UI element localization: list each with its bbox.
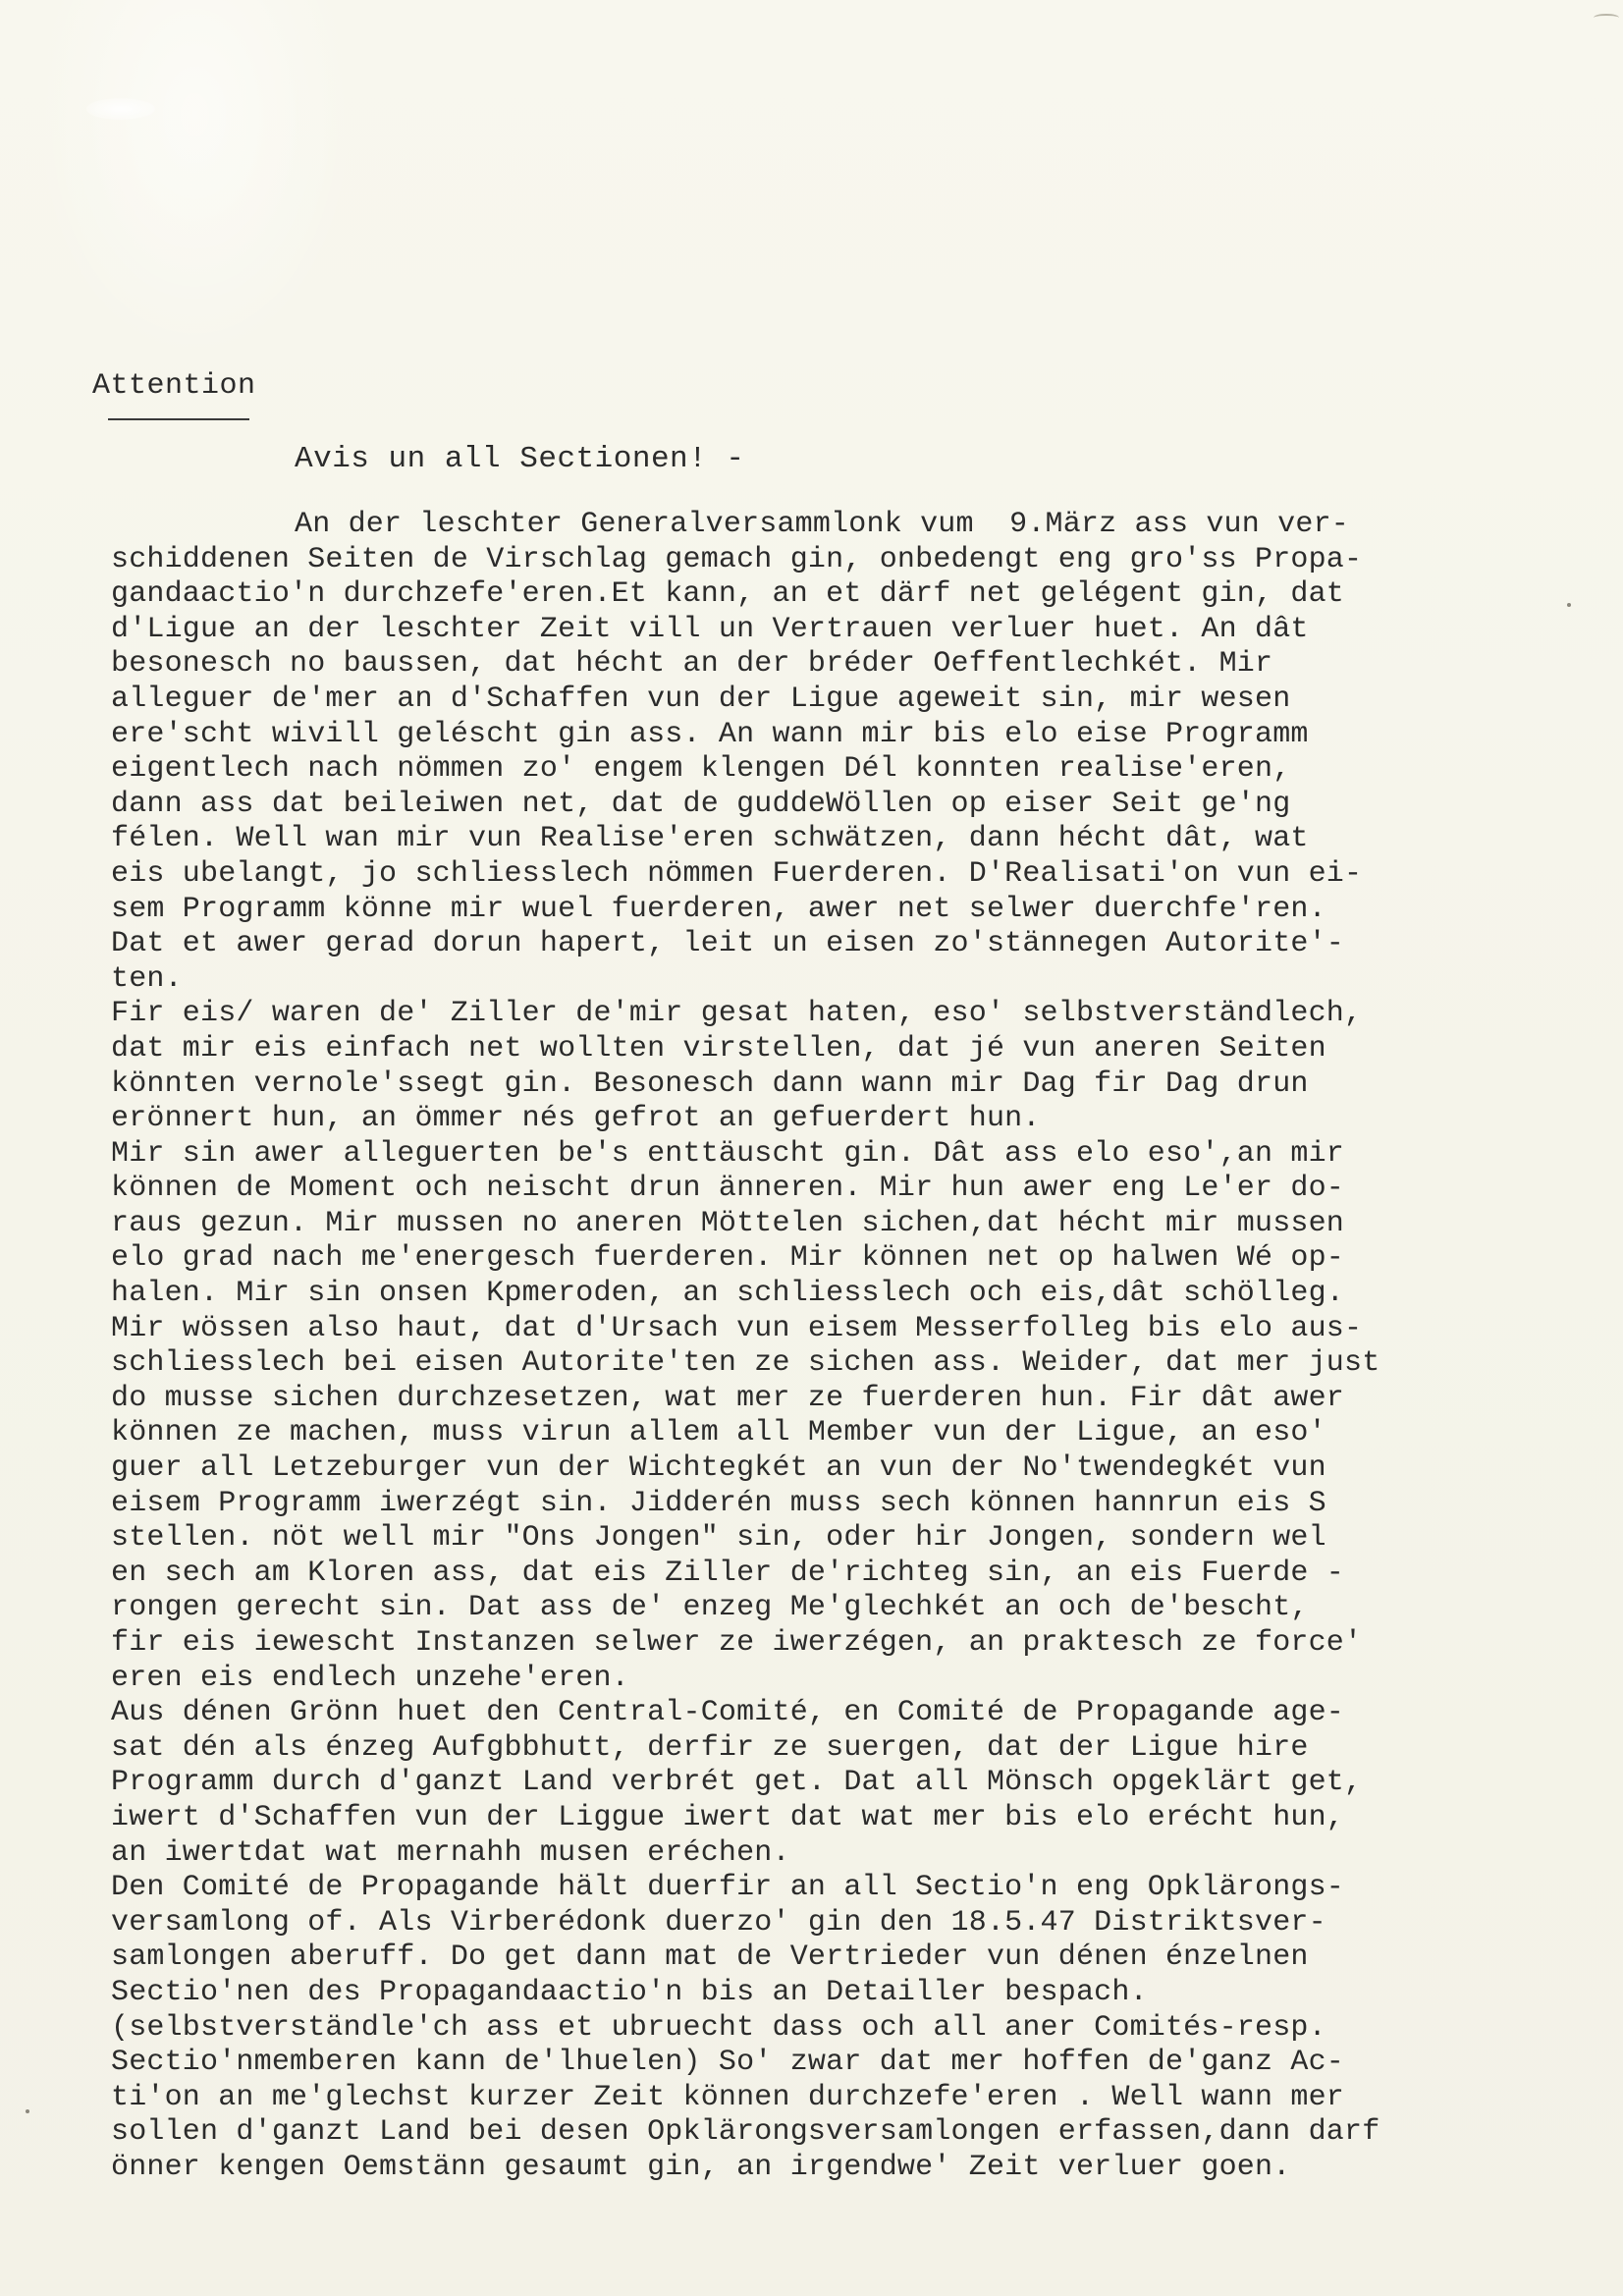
text-line: önner kengen Oemstänn gesaumt gin, an irgendwe' Zeit verluer goen. xyxy=(111,2150,1291,2184)
text-line: Sectio'nmemberen kann de'lhuelen) So' zwar dat mer hoffen de'ganz Ac- xyxy=(111,2046,1345,2080)
text-line: erönnert hun, an ömmer nés gefrot an gefuerdert hun. xyxy=(111,1102,1041,1136)
text-line: eisem Programm iwerzégt sin. Jidderén muss sech können hannrun eis S xyxy=(111,1486,1326,1520)
text-line: schiddenen Seiten de Virschlag gemach gin, onbedengt eng gro'ss Propa- xyxy=(111,542,1363,576)
text-line: halen. Mir sin onsen Kpmeroden, an schliesslech och eis,dât schölleg. xyxy=(111,1277,1345,1311)
text-line: könnten vernole'ssegt gin. Besonesch dann wann mir Dag fir Dag drun xyxy=(111,1066,1309,1101)
text-line: versamlong of. Als Virberédonk duerzo' gin den 18.5.47 Distriktsver- xyxy=(111,1905,1326,1940)
text-line: eis ubelangt, jo schliesslech nömmen Fuerderen. D'Realisati'on vun ei- xyxy=(111,856,1363,891)
text-line: Den Comité de Propagande hält duerfir an all Sectio'n eng Opklärongs- xyxy=(111,1871,1345,1905)
text-line: an iwertdat wat mernahh musen eréchen. xyxy=(111,1835,790,1870)
text-line: Mir wössen also haut, dat d'Ursach vun eisem Messerfolleg bis elo aus- xyxy=(111,1311,1363,1345)
text-line: iwert d'Schaffen vun der Liggue iwert dat wat mer bis elo erécht hun, xyxy=(111,1800,1345,1834)
text-line: dann ass dat beileiwen net, dat de guddeWöllen op eiser Seit ge'ng xyxy=(111,787,1291,821)
text-line: sem Programm könne mir wuel fuerderen, awer net selwer duerchfe'ren. xyxy=(111,892,1326,926)
text-line: ti'on an me'glechst kurzer Zeit können durchzefe'eren . Well wann mer xyxy=(111,2080,1345,2114)
text-line: schliesslech bei eisen Autorite'ten ze sichen ass. Weider, dat mer just xyxy=(111,1346,1380,1381)
document-heading: Attention xyxy=(92,369,256,403)
text-line: (selbstverständle'ch ass et ubruecht dass och all aner Comités-resp. xyxy=(111,2010,1326,2045)
text-line: Aus dénen Grönn huet den Central-Comité, en Comité de Propagande age- xyxy=(111,1696,1345,1730)
text-line: Fir eis/ waren de' Ziller de'mir gesat haten, eso' selbstverständlech, xyxy=(111,997,1363,1031)
text-line: d'Ligue an der leschter Zeit vill un Vertrauen verluer huet. An dât xyxy=(111,612,1309,646)
paper-speck xyxy=(1567,603,1571,607)
document-subheading: Avis un all Sectionen! - xyxy=(295,442,745,476)
text-line: Dat et awer gerad dorun hapert, leit un eisen zo'stännegen Autorite'- xyxy=(111,927,1345,961)
text-line: dat mir eis einfach net wollten virstellen, dat jé vun aneren Seiten xyxy=(111,1031,1326,1066)
text-line: Mir sin awer alleguerten be's enttäuscht gin. Dât ass elo eso',an mir xyxy=(111,1136,1345,1171)
text-line: An der leschter Generalversammlonk vum 9.März ass vun ver- xyxy=(295,508,1349,541)
text-line: Sectio'nen des Propagandaactio'n bis an Detailler bespach. xyxy=(111,1975,1148,2009)
text-line: alleguer de'mer an d'Schaffen vun der Ligue ageweit sin, mir wesen xyxy=(111,682,1291,716)
text-line: ere'scht wivill geléscht gin ass. An wann mir bis elo eise Programm xyxy=(111,717,1309,751)
text-line: samlongen aberuff. Do get dann mat de Vertrieder vun dénen énzelnen xyxy=(111,1941,1309,1975)
text-line: guer all Letzeburger vun der Wichtegkét an vun der No'twendegkét vun xyxy=(111,1451,1326,1486)
text-line: eigentlech nach nömmen zo' engem klengen Dél konnten realise'eren, xyxy=(111,752,1291,787)
text-line: ten. xyxy=(111,961,183,996)
text-line: fir eis iewescht Instanzen selwer ze iwerzégen, an praktesch ze force' xyxy=(111,1626,1363,1660)
text-line: raus gezun. Mir mussen no aneren Möttelen sichen,dat hécht mir mussen xyxy=(111,1206,1345,1240)
heading-underline xyxy=(108,418,249,420)
text-line: können de Moment och neischt drun ännеren. Mir hun awer eng Le'er do- xyxy=(111,1172,1345,1206)
text-line: félen. Well wan mir vun Realise'eren schwätzen, dann hécht dât, wat xyxy=(111,822,1309,856)
text-line: besonesch no baussen, dat hécht an der bréder Oeffentlechkét. Mir xyxy=(111,647,1273,682)
text-line: eren eis endlech unzehe'eren. xyxy=(111,1661,629,1695)
paper-speck xyxy=(26,2109,29,2113)
text-line: rongen gerecht sin. Dat ass de' enzeg Me'glechkét an och de'bescht, xyxy=(111,1591,1309,1625)
paper-corner-mark xyxy=(1594,14,1619,22)
text-line: können ze machen, muss virun allem all Member vun der Ligue, an eso' xyxy=(111,1416,1326,1450)
text-line: Programm durch d'ganzt Land verbrét get. Dat all Mönsch opgeklärt get, xyxy=(111,1766,1363,1800)
document-body xyxy=(111,508,1554,2186)
text-line: stellen. nöt well mir "Ons Jongen" sin, oder hir Jongen, sondern wel xyxy=(111,1521,1326,1556)
text-line: elo grad nach me'energesch fuerderen. Mir können net op halwen Wé op- xyxy=(111,1241,1345,1276)
text-line: do musse sichen durchzesetzen, wat mer ze fuerderen hun. Fir dât awer xyxy=(111,1381,1345,1415)
paper-smudge xyxy=(86,98,155,120)
text-line: sollen d'ganzt Land bei desen Opklärongsversamlongen erfassen,dann darf xyxy=(111,2115,1380,2150)
text-line: sat dén als énzeg Aufgbbhutt, derfir ze suergen, dat der Ligue hire xyxy=(111,1730,1309,1765)
text-line: en sech am Kloren ass, dat eis Ziller de'richteg sin, an eis Fuerde - xyxy=(111,1556,1345,1590)
text-line: gandaactio'n durchzefe'eren.Et kann, an et därf net gelégent gin, dat xyxy=(111,577,1345,612)
